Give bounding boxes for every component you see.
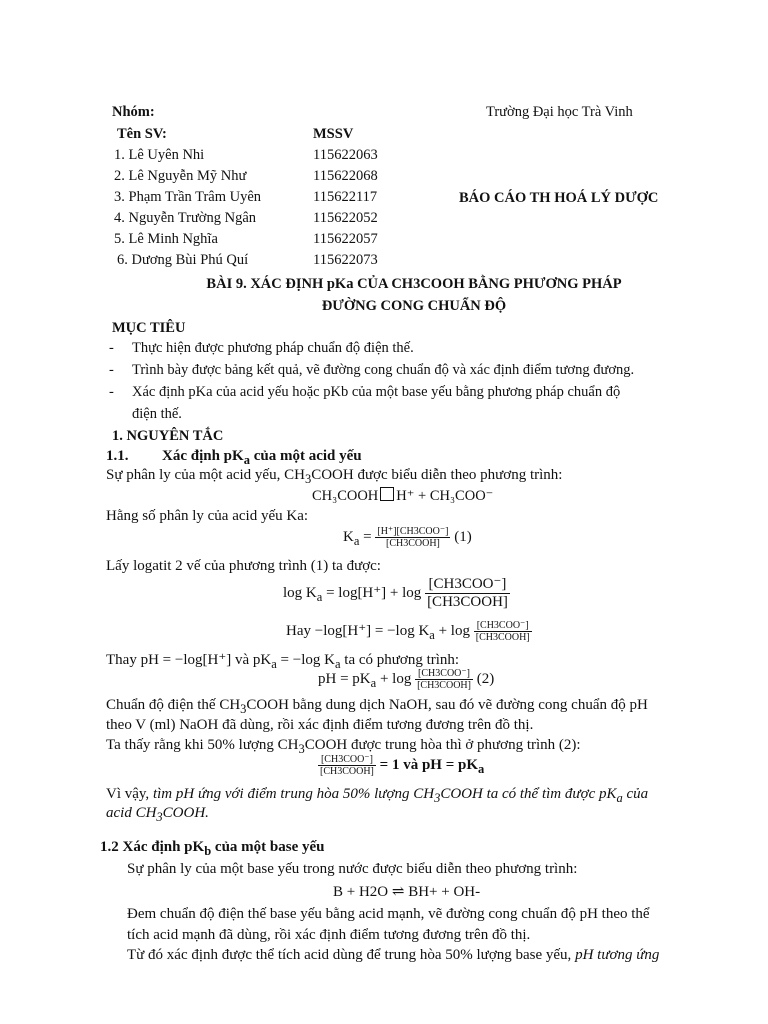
subsection-number: 1.1. <box>106 448 129 464</box>
equation-log-ka: $\log K_a = \log[H^+] + \log$ $\frac{\text{[CH3COO⁻]}}{\text{[CH3COOH]}}$ <box>283 576 508 610</box>
student-name: 4. Nguyễn Trường Ngân <box>114 210 257 226</box>
subsection-title: Xác định $pK_a$ của một acid yếu <box>162 448 362 467</box>
paragraph: Chuẩn độ điện thế $CH_3COOH$ bằng dung dịch NaOH, sau đó vẽ đường cong chuẩn độ pH <box>106 697 648 716</box>
paragraph: Từ đó xác định được thể tích acid dùng để trung hòa 50% lượng base yếu, pH tương ứng <box>127 947 660 963</box>
student-id-header: MSSV <box>313 126 354 142</box>
student-id: 115622117 <box>313 189 378 205</box>
student-name: 6. Dương Bùi Phú Quí <box>117 252 249 268</box>
group-label: Nhóm: <box>112 104 155 120</box>
equation-base: B + H2O ⇌ BH+ + OH- <box>333 884 481 900</box>
student-id: 115622052 <box>313 210 378 226</box>
paragraph: Đem chuẩn độ điện thế base yếu bằng acid mạnh, vẽ đường cong chuẩn độ pH theo thể <box>127 906 650 922</box>
objectives-heading: MỤC TIÊU <box>112 320 186 336</box>
student-id: 115622057 <box>313 231 378 247</box>
paragraph: Hằng số phân ly của acid yếu Ka: <box>106 508 309 524</box>
equation-ph: pH = $pK_a + \log$ $\frac{\text{[CH3COO⁻]}}{\text{[CH3COOH]}}$ (2) <box>318 668 495 691</box>
paragraph: Sự phân ly của một base yếu trong nước được biểu diễn theo phương trình: <box>127 861 578 877</box>
equation-hay: Hay −log[H⁺] = −log $K_a + \log$ $\frac{\text{[CH3COO⁻]}}{\text{[CH3COOH]}}$ <box>286 620 530 643</box>
report-title: BÁO CÁO TH HOÁ LÝ DƯỢC <box>459 190 659 206</box>
objective-item: Trình bày được bảng kết quả, vẽ đường cong chuẩn độ và xác định điểm tương đương. <box>132 362 635 378</box>
bullet-dash: - <box>109 384 114 400</box>
paragraph-conclusion-cont: acid $CH_3COOH$. <box>106 805 209 824</box>
student-id: 115622063 <box>313 147 378 163</box>
student-name: 2. Lê Nguyễn Mỹ Như <box>114 168 247 184</box>
objective-item: Xác định pKa của acid yếu hoặc pKb của một base yếu bằng phương pháp chuẩn độ <box>132 384 621 400</box>
section-heading: 1. NGUYÊN TẮC <box>112 428 224 444</box>
paragraph: Ta thấy rằng khi 50% lượng $CH_3COOH$ được trung hòa thì ở phương trình (2): <box>106 737 581 756</box>
equation-dissociation: CH₃COOH H⁺ + CH₃COO⁻ <box>312 488 494 504</box>
objective-item-cont: điện thế. <box>132 406 182 422</box>
bullet-dash: - <box>109 362 114 378</box>
lab-title-line1: BÀI 9. XÁC ĐỊNH pKa CỦA CH3COOH BẰNG PHƯƠNG PHÁP <box>206 276 622 292</box>
university-name: Trường Đại học Trà Vinh <box>486 104 633 120</box>
student-id: 115622073 <box>313 252 378 268</box>
paragraph: theo V (ml) NaOH đã dùng, rồi xác định điểm tương đương trên đồ thị. <box>106 717 534 733</box>
bullet-dash: - <box>109 340 114 356</box>
student-id: 115622068 <box>313 168 378 184</box>
paragraph: tích acid mạnh đã dùng, rồi xác định điểm tương đương trên đồ thị. <box>127 927 531 943</box>
equilibrium-box-icon <box>380 487 394 501</box>
equation-half-neutral: $\frac{\text{[CH3COO⁻]}}{\text{[CH3COOH]}}$ = 1 và pH = $pK_a$ <box>320 754 485 777</box>
paragraph-conclusion: Vì vậy, tìm pH ứng với điểm trung hòa 50% lượng $CH_3COOH$ ta có thể tìm được $pK_a$ của <box>106 786 649 805</box>
student-name: 1. Lê Uyên Nhi <box>114 147 205 163</box>
paragraph: Lấy logatit 2 vế của phương trình (1) ta được: <box>106 558 381 574</box>
paragraph: Sự phân ly của một acid yếu, $CH_3COOH$ được biểu diễn theo phương trình: <box>106 467 563 486</box>
objective-item: Thực hiện được phương pháp chuẩn độ điện thế. <box>132 340 414 356</box>
lab-title-line2: ĐƯỜNG CONG CHUẨN ĐỘ <box>321 298 507 314</box>
paragraph: Thay pH = −log[H⁺] và $pK_a = -\log$ $K_a$ ta có phương trình: <box>106 652 460 671</box>
student-name: 3. Phạm Trần Trâm Uyên <box>114 189 262 205</box>
student-name-header: Tên SV: <box>117 126 167 142</box>
equation-ka: $K_a$ = $\frac{\text{[H⁺][CH3COO⁻]}}{\text{[CH3COOH]}}$ (1) <box>343 526 472 549</box>
subsection-title: 1.2 Xác định $pK_b$ của một base yếu <box>100 839 325 858</box>
student-name: 5. Lê Minh Nghĩa <box>114 231 218 247</box>
